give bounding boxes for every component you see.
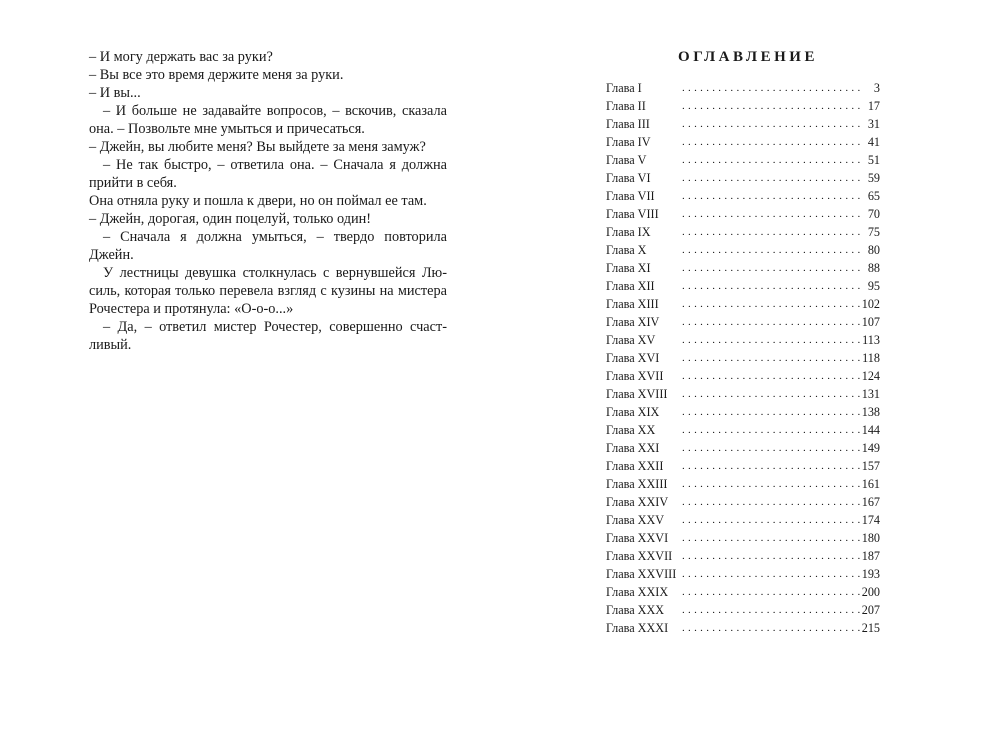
toc-entry-leader: .............................. [682, 424, 864, 436]
toc-entry-page: 131 [861, 387, 880, 401]
text-line: У лестницы девушка столкнулась с вернувшейся Лю- [103, 265, 447, 281]
toc-entry [606, 403, 880, 421]
toc-entry-label: Глава XXII [606, 459, 664, 473]
toc-entry-page: 215 [861, 621, 880, 635]
toc-entry-page: 167 [861, 495, 880, 509]
toc-entry-leader: .............................. [682, 100, 864, 112]
toc-entry-label: Глава XI [606, 261, 651, 275]
toc-entry-leader: .............................. [682, 298, 864, 310]
toc-entry-page: 200 [861, 585, 880, 599]
text-line: – И могу держать вас за руки? [89, 49, 273, 65]
toc-entry [606, 295, 880, 313]
toc-entry-leader: .............................. [682, 406, 864, 418]
toc-entry [606, 223, 880, 241]
toc-entry [606, 331, 880, 349]
toc-entry-label: Глава XV [606, 333, 656, 347]
toc-entry-page: 157 [861, 459, 880, 473]
toc-entry-label: Глава X [606, 243, 647, 257]
toc-entry-page: 75 [867, 225, 880, 239]
toc-entry-label: Глава XVI [606, 351, 660, 365]
text-line: Джейн. [89, 247, 134, 263]
toc-entry [606, 259, 880, 277]
toc-entry-leader: .............................. [682, 550, 864, 562]
toc-entry [606, 277, 880, 295]
toc-entry-page: 31 [867, 117, 880, 131]
toc-entry-page: 149 [861, 441, 880, 455]
text-line: – И вы... [89, 85, 141, 101]
toc-entry-label: Глава I [606, 81, 642, 95]
toc-entry [606, 547, 880, 565]
toc-title: ОГЛАВЛЕНИЕ [678, 49, 818, 65]
toc-entry-label: Глава V [606, 153, 647, 167]
toc-entry-page: 138 [861, 405, 880, 419]
toc-entry [606, 601, 880, 619]
toc-entry-label: Глава XXVIII [606, 567, 677, 581]
toc-entry-leader: .............................. [682, 532, 864, 544]
toc-entry-label: Глава XXXI [606, 621, 669, 635]
toc-entry-leader: .............................. [682, 352, 864, 364]
toc-entry-label: Глава XXX [606, 603, 665, 617]
toc-entry-leader: .............................. [682, 370, 864, 382]
toc-entry [606, 529, 880, 547]
toc-entry-label: Глава VI [606, 171, 651, 185]
text-line: – Сначала я должна умыться, – твердо повторила [103, 229, 447, 245]
toc-entry-leader: .............................. [682, 118, 864, 130]
toc-entry-page: 144 [861, 423, 880, 437]
toc-entry-page: 70 [867, 207, 880, 221]
toc-entry-page: 124 [861, 369, 880, 383]
toc-entry-page: 113 [862, 333, 880, 347]
toc-entry-page: 3 [873, 81, 880, 95]
toc-entry-label: Глава XX [606, 423, 656, 437]
toc-entry-page: 187 [861, 549, 880, 563]
toc-entry [606, 457, 880, 475]
toc-entry [606, 79, 880, 97]
toc-entry-leader: .............................. [682, 208, 864, 220]
toc-entry-leader: .............................. [682, 154, 864, 166]
toc-entry-leader: .............................. [682, 586, 864, 598]
toc-entry-label: Глава XXVI [606, 531, 669, 545]
toc-entry [606, 619, 880, 637]
toc-entry-page: 174 [861, 513, 880, 527]
toc-entry-leader: .............................. [682, 496, 864, 508]
toc-entry-label: Глава XVII [606, 369, 664, 383]
toc-entry [606, 241, 880, 259]
toc-entry-leader: .............................. [682, 622, 864, 634]
toc-entry-leader: .............................. [682, 82, 864, 94]
toc-entry [606, 475, 880, 493]
toc-entry-page: 118 [862, 351, 880, 365]
toc-entry-label: Глава II [606, 99, 646, 113]
text-line: Рочестера и протянула: «О-о-о...» [89, 301, 294, 317]
toc-entry-label: Глава III [606, 117, 650, 131]
toc-entry-leader: .............................. [682, 442, 864, 454]
toc-entry-page: 107 [861, 315, 880, 329]
toc-entry-label: Глава IX [606, 225, 651, 239]
toc-entry-label: Глава XXV [606, 513, 665, 527]
toc-entry-leader: .............................. [682, 190, 864, 202]
toc-entry [606, 151, 880, 169]
toc-entry-leader: .............................. [682, 478, 864, 490]
toc-entry-leader: .............................. [682, 244, 864, 256]
text-line: Она отняла руку и пошла к двери, но он поймал ее там. [89, 193, 427, 209]
toc-entry-page: 59 [867, 171, 880, 185]
toc-entry-leader: .............................. [682, 604, 864, 616]
toc-entry-leader: .............................. [682, 460, 864, 472]
toc-entry [606, 385, 880, 403]
toc-entry [606, 511, 880, 529]
toc-entry [606, 133, 880, 151]
toc-entry-label: Глава XII [606, 279, 655, 293]
toc-entry-page: 80 [867, 243, 880, 257]
toc-entry-label: Глава XXIV [606, 495, 669, 509]
toc-entry-label: Глава XVIII [606, 387, 668, 401]
table-of-contents [606, 48, 880, 635]
toc-entry-leader: .............................. [682, 334, 864, 346]
toc-entry-label: Глава IV [606, 135, 651, 149]
toc-entry-label: Глава XIII [606, 297, 659, 311]
toc-entry-leader: .............................. [682, 136, 864, 148]
toc-entry-label: Глава XXIX [606, 585, 669, 599]
toc-entry [606, 97, 880, 115]
text-line: она. – Позвольте мне умыться и причесаться. [89, 121, 365, 137]
text-line: – Вы все это время держите меня за руки. [89, 67, 344, 83]
toc-entry-leader: .............................. [682, 226, 864, 238]
text-line: – Джейн, вы любите меня? Вы выйдете за меня замуж? [89, 139, 426, 155]
left-page-text [89, 48, 447, 354]
toc-entry-label: Глава XXI [606, 441, 660, 455]
toc-entry-page: 102 [861, 297, 880, 311]
text-line: – И больше не задавайте вопросов, – вскочив, сказала [103, 103, 447, 119]
toc-entry [606, 205, 880, 223]
toc-entry [606, 187, 880, 205]
text-line: – Не так быстро, – ответила она. – Сначала я должна [103, 157, 447, 173]
text-line: ливый. [89, 337, 132, 353]
toc-list [606, 79, 880, 637]
toc-entry [606, 421, 880, 439]
toc-entry-page: 207 [861, 603, 880, 617]
toc-entry-leader: .............................. [682, 388, 864, 400]
toc-entry [606, 439, 880, 457]
toc-entry-leader: .............................. [682, 280, 864, 292]
toc-entry-label: Глава XXIII [606, 477, 668, 491]
toc-entry-label: Глава VIII [606, 207, 659, 221]
toc-entry-label: Глава XXVII [606, 549, 673, 563]
toc-entry-leader: .............................. [682, 568, 864, 580]
toc-entry [606, 313, 880, 331]
text-line: – Да, – ответил мистер Рочестер, совершенно счаст- [103, 319, 447, 335]
toc-entry-page: 95 [867, 279, 880, 293]
toc-entry-page: 51 [867, 153, 880, 167]
toc-entry-page: 180 [861, 531, 880, 545]
toc-entry-page: 193 [861, 567, 880, 581]
toc-entry [606, 349, 880, 367]
toc-entry-page: 88 [867, 261, 880, 275]
toc-entry [606, 169, 880, 187]
toc-entry [606, 493, 880, 511]
toc-entry [606, 583, 880, 601]
toc-entry-label: Глава XIX [606, 405, 660, 419]
toc-entry-label: Глава VII [606, 189, 655, 203]
toc-entry-page: 17 [867, 99, 880, 113]
toc-entry-leader: .............................. [682, 514, 864, 526]
text-line: – Джейн, дорогая, один поцелуй, только один! [89, 211, 372, 227]
toc-entry-page: 65 [867, 189, 880, 203]
toc-entry [606, 115, 880, 133]
toc-entry [606, 367, 880, 385]
toc-entry-leader: .............................. [682, 172, 864, 184]
toc-entry-page: 41 [867, 135, 880, 149]
toc-entry-label: Глава XIV [606, 315, 660, 329]
toc-entry-leader: .............................. [682, 316, 864, 328]
text-line: прийти в себя. [89, 175, 177, 191]
toc-entry-leader: .............................. [682, 262, 864, 274]
toc-entry [606, 565, 880, 583]
toc-entry-page: 161 [861, 477, 880, 491]
text-line: силь, которая только перевела взгляд с кузины на мистера [89, 283, 447, 299]
